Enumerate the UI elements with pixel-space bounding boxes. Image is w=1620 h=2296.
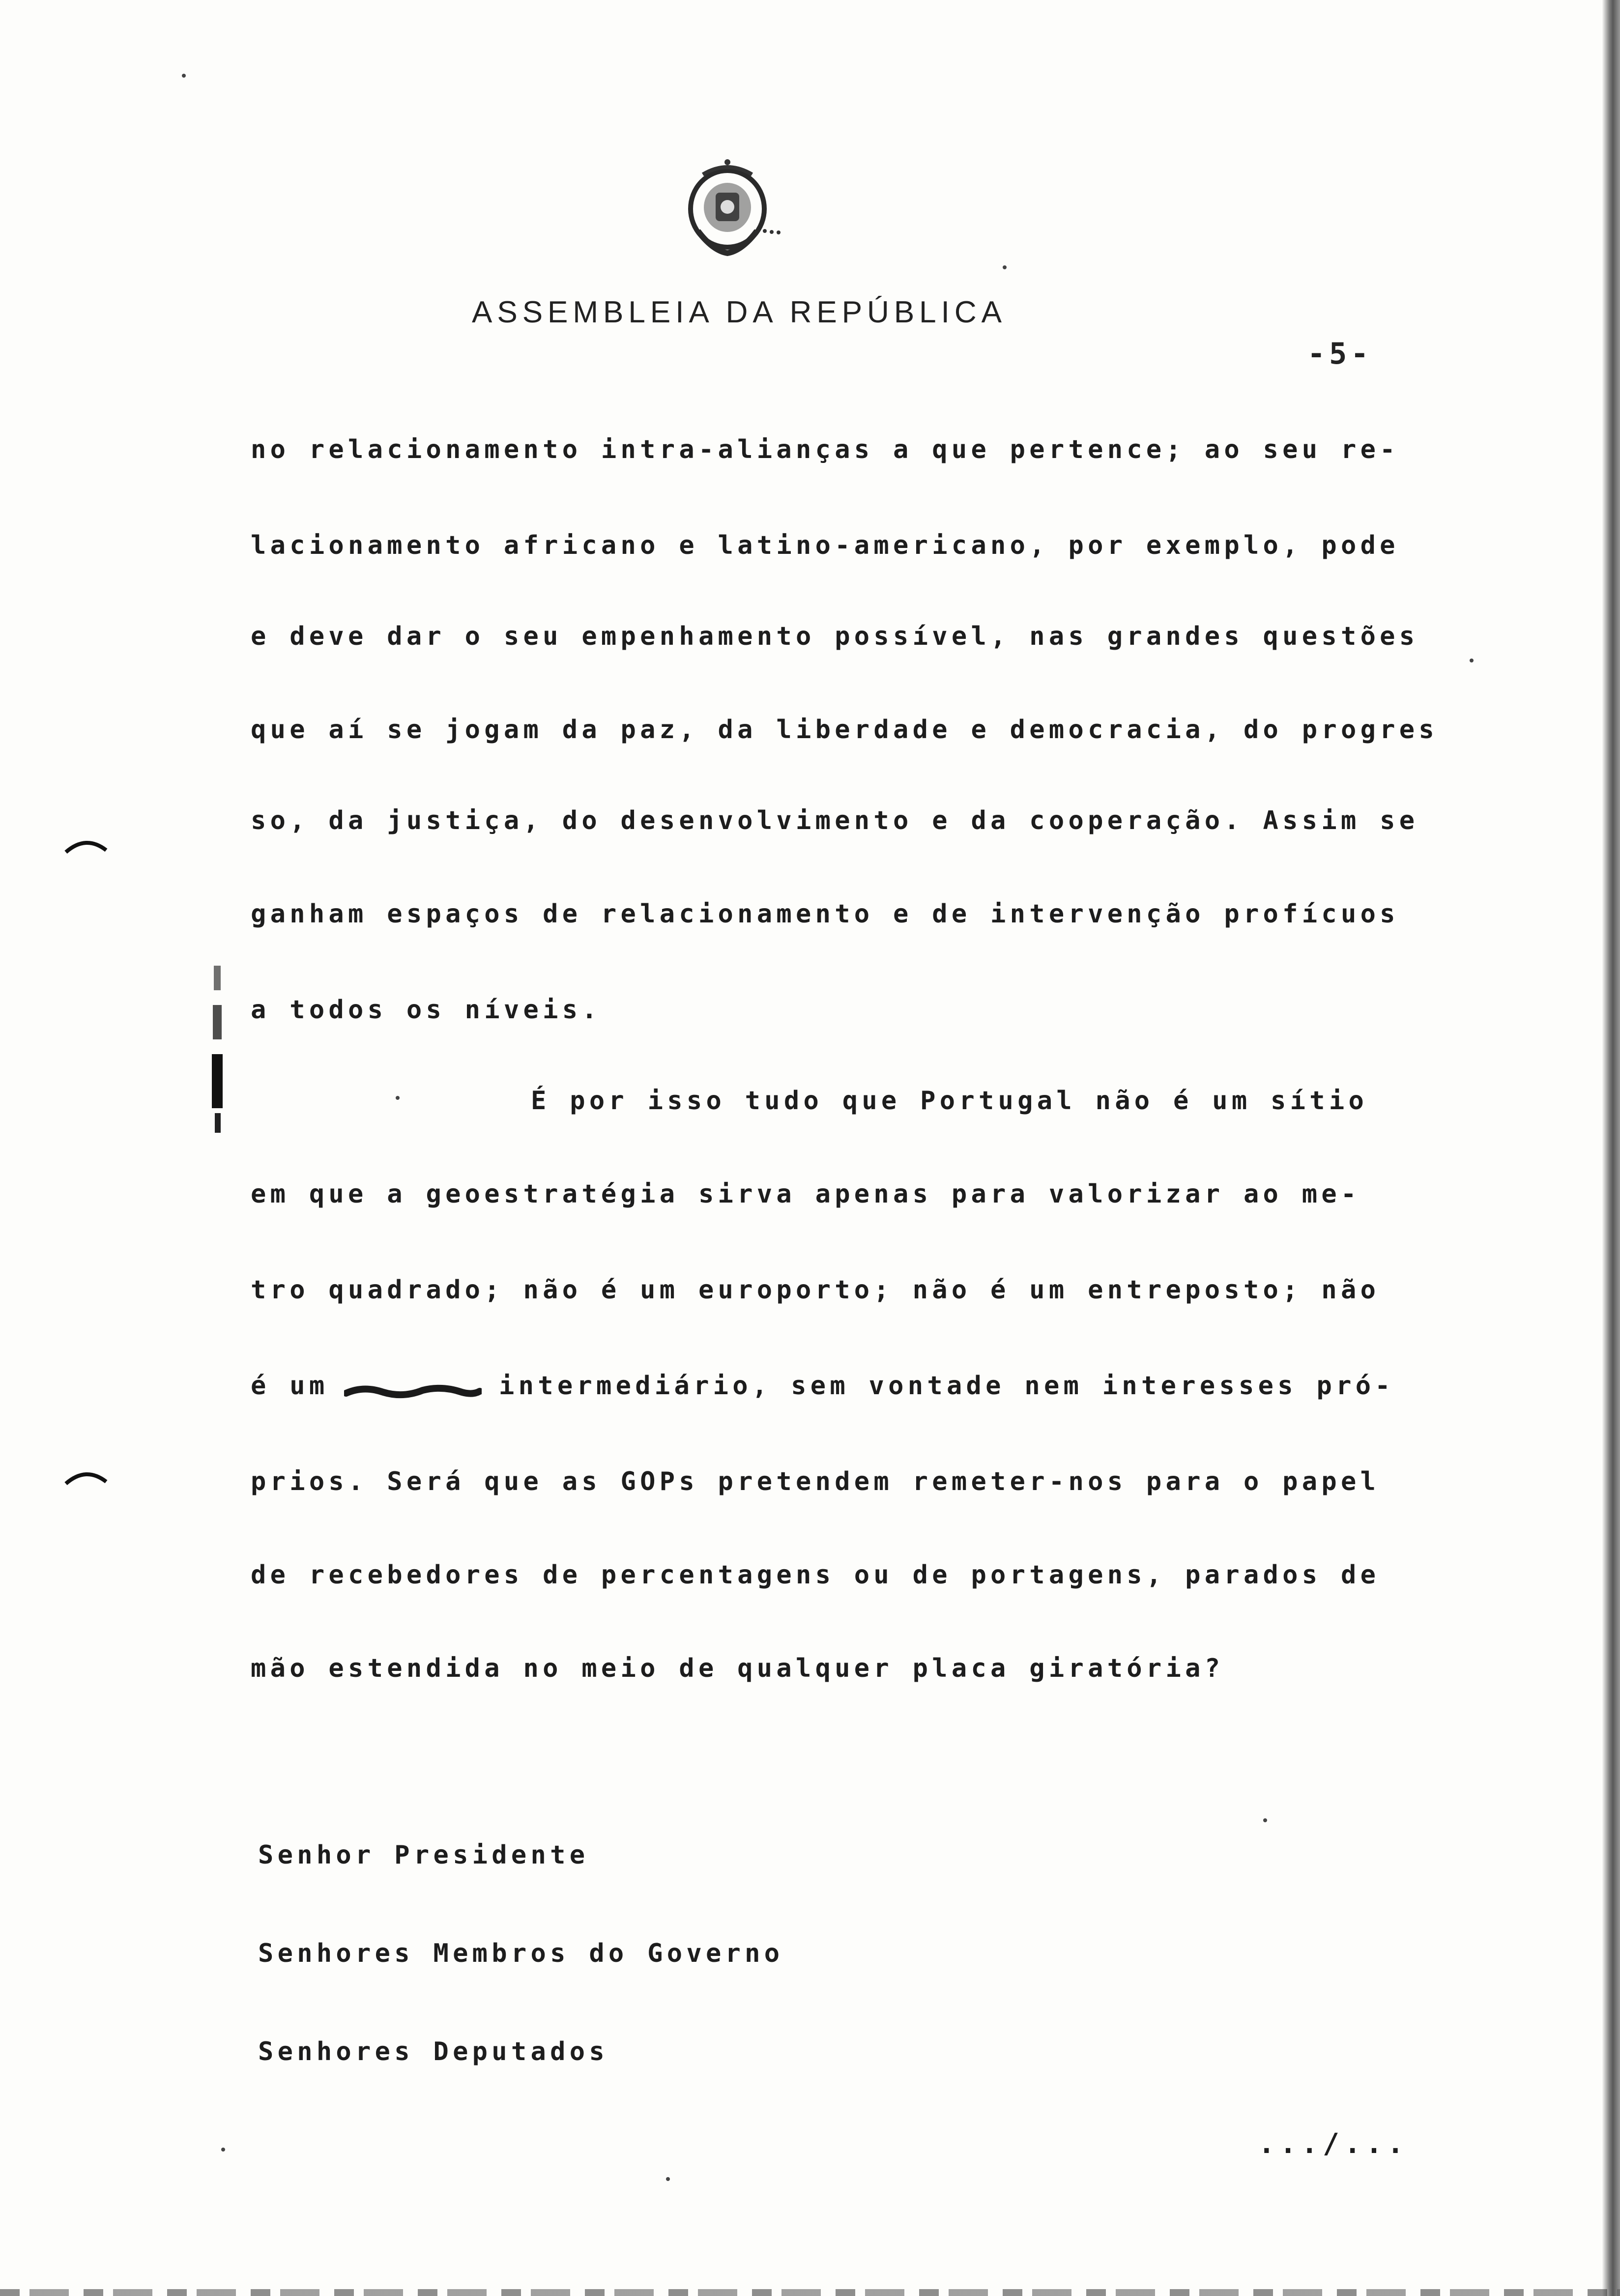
scan-speck	[396, 1096, 400, 1100]
page-number: -5-	[1307, 337, 1373, 371]
body-line: a todos os níveis.	[251, 995, 601, 1025]
salutation-line: Senhor Presidente	[258, 1840, 589, 1870]
scan-speck	[221, 2148, 225, 2152]
body-line: ganham espaços de relacionamento e de intervenção profícuos	[251, 899, 1399, 929]
body-line: intermediário, sem vontade nem interesses pró-	[499, 1371, 1394, 1401]
body-line: mão estendida no meio de qualquer placa giratória?	[251, 1654, 1224, 1683]
continuation-mark: .../...	[1258, 2128, 1409, 2160]
body-line: em que a geoestratégia sirva apenas para valorizar ao me-	[251, 1179, 1360, 1209]
scan-speck	[1263, 1818, 1267, 1822]
institution-title: ASSEMBLEIA DA REPÚBLICA	[472, 295, 1007, 329]
punch-hole-mark	[64, 1467, 108, 1487]
scan-speck	[1470, 659, 1474, 662]
body-line: é um	[251, 1371, 329, 1401]
struck-out-word	[344, 1383, 482, 1400]
scan-speck	[666, 2177, 670, 2181]
scan-speck	[182, 74, 186, 78]
body-line: no relacionamento intra-alianças a que pertence; ao seu re-	[251, 435, 1399, 464]
punch-hole-mark	[64, 835, 108, 855]
body-line: É por isso tudo que Portugal não é um sítio	[531, 1086, 1368, 1116]
body-line: que aí se jogam da paz, da liberdade e democracia, do progres	[251, 715, 1439, 745]
body-line: prios. Será que as GOPs pretendem remeter-nos para o papel	[251, 1467, 1380, 1496]
margin-stamp-mark	[209, 961, 229, 1138]
body-line: so, da justiça, do desenvolvimento e da cooperação. Assim se	[251, 806, 1419, 835]
body-line: tro quadrado; não é um europorto; não é um entreposto; não	[251, 1275, 1380, 1305]
coat-of-arms-icon	[668, 152, 786, 270]
salutation-line: Senhores Deputados	[258, 2037, 608, 2066]
scan-edge	[1602, 0, 1620, 2296]
scan-bottom-edge	[0, 2289, 1620, 2296]
body-line: lacionamento africano e latino-americano, por exemplo, pode	[251, 531, 1399, 560]
body-line: de recebedores de percentagens ou de portagens, parados de	[251, 1560, 1380, 1590]
salutation-line: Senhores Membros do Governo	[258, 1939, 784, 1968]
scan-speck	[1003, 265, 1007, 269]
body-line: e deve dar o seu empenhamento possível, nas grandes questões	[251, 622, 1419, 651]
